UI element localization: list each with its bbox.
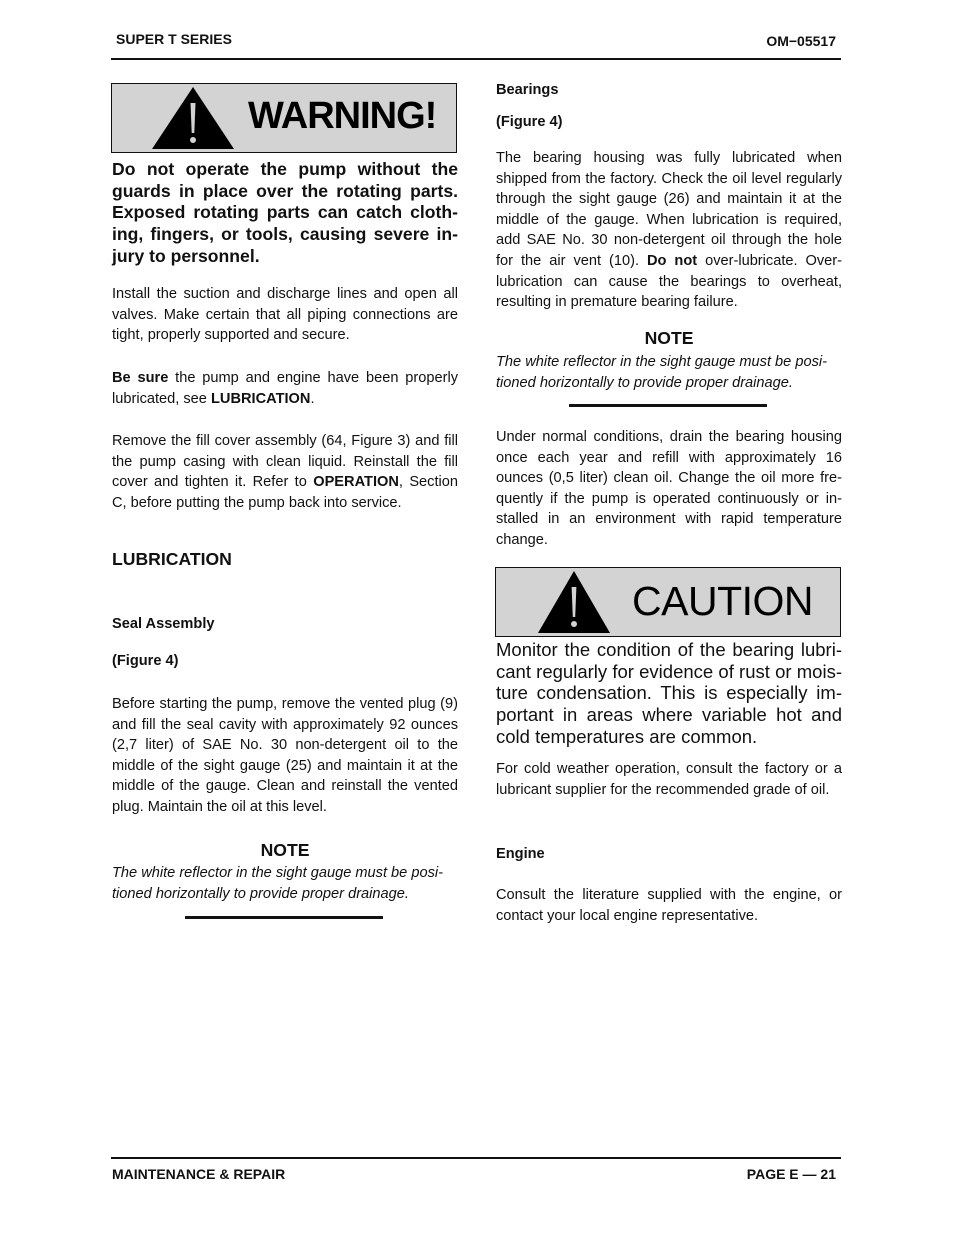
be-sure-paragraph	[112, 368, 458, 409]
header-rule	[111, 58, 841, 60]
caution-banner	[495, 567, 841, 637]
bearings-text-end: over-lubricate. Over-lubrication can cause the bearings to overheat, resulting in premature bearing failure.	[496, 252, 843, 311]
footer-rule	[111, 1157, 841, 1159]
right-note-rule	[569, 404, 767, 407]
warning-label: WARNING!	[248, 95, 437, 137]
engine-paragraph	[496, 885, 842, 926]
drain-text: Under normal conditions, drain the bearing housing once each year and refill with approximately 16 ounces (0,5 liter) clean oil. Change the oil more frequently if the pump is operated continuously or installed in an environment with rapid temperature change.	[496, 429, 842, 548]
left-note-heading: NOTE	[260, 840, 310, 860]
be-sure-bold: Be sure	[112, 370, 169, 386]
install-paragraph	[112, 284, 458, 346]
caution-triangle-icon	[536, 569, 612, 635]
right-note-text: The white reflector in the sight gauge must be positioned horizontally to provide proper drainage.	[496, 354, 827, 391]
cold-weather-text: For cold weather operation, consult the factory or a lubricant supplier for the recommended grade of oil.	[496, 761, 842, 798]
footer-section: MAINTENANCE & REPAIR	[112, 1166, 286, 1182]
lubrication-ref: LUBRICATION	[210, 390, 311, 407]
caution-label: CAUTION	[632, 578, 813, 624]
warning-text: Do not operate the pump without the guards in place over the rotating parts. Exposed rotating parts can catch clothing, fingers, or tools, causing severe injury to personnel.	[112, 159, 458, 266]
bearings-heading: Bearings	[496, 82, 559, 98]
bearings-figure-ref: (Figure 4)	[496, 114, 563, 130]
lubrication-heading: LUBRICATION	[112, 549, 232, 569]
engine-text: Consult the literature supplied with the engine, or contact your local engine representative.	[496, 887, 842, 924]
footer-page-number: PAGE E — 21	[746, 1166, 836, 1182]
header-doc-number: OM−05517	[766, 33, 836, 49]
seal-figure-ref: (Figure 4)	[112, 653, 179, 669]
seal-text: Before starting the pump, remove the vented plug (9) and fill the seal cavity with approximately 92 ounces (2,7 liter) of SAE No. 30 non-detergent oil to the middle of the sight gauge (25) and maintain it at the middle of the gauge. Clean and reinstall the vented plug. Maintain the oil at this level.	[112, 696, 458, 815]
bearings-paragraph	[496, 148, 842, 313]
engine-heading: Engine	[496, 846, 545, 862]
drain-paragraph	[496, 427, 842, 551]
operation-ref: OPERATION	[313, 474, 399, 491]
bearings-text: The bearing housing was fully lubricated when shipped from the factory. Check the oil level regularly through the sight gauge (26) and maintain it at the middle of the gauge. When lubrication is required, add SAE No. 30 non-detergent oil through the hole for the air vent (10).	[496, 150, 842, 269]
warning-triangle-icon	[150, 85, 236, 151]
do-not-bold: Do not	[646, 252, 698, 269]
fill-cover-paragraph	[112, 431, 458, 513]
header-series: SUPER T SERIES	[116, 31, 232, 47]
cold-weather-paragraph	[496, 759, 842, 800]
seal-assembly-heading: Seal Assembly	[112, 616, 215, 632]
install-text: Install the suction and discharge lines and open all valves. Make certain that all piping connections are tight, properly supported and secure.	[112, 286, 458, 344]
left-note-text: The white reflector in the sight gauge must be positioned horizontally to provide proper drainage.	[112, 865, 443, 902]
be-sure-text: the pump and engine have been properly lubricated, see	[112, 370, 458, 407]
right-note-heading: NOTE	[644, 328, 694, 348]
fill-cover-text: Remove the fill cover assembly (64, Figure 3) and fill the pump casing with clean liquid. Reinstall the fill cover and tighten it. Refer to	[112, 433, 458, 491]
caution-text: Monitor the condition of the bearing lubricant regularly for evidence of rust or moisture condensation. This is especially important in areas where variable hot and cold temperatures are common.	[496, 639, 842, 747]
left-note-rule	[185, 916, 383, 919]
fill-cover-end: , Section C, before putting the pump back into service.	[112, 474, 458, 511]
be-sure-end: .	[310, 390, 315, 407]
seal-paragraph	[112, 694, 458, 818]
warning-banner	[111, 83, 457, 153]
